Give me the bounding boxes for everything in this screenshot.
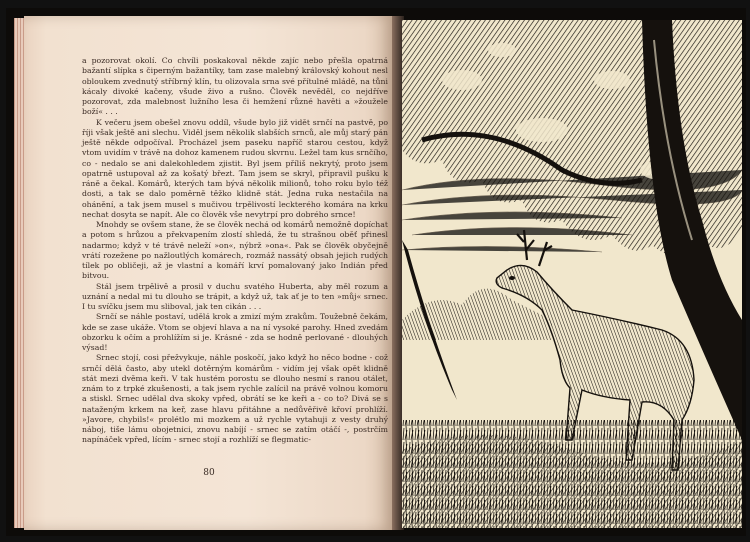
paragraph-6: Srnec stojí, cosi přežvykuje, náhle poskočí, jako když ho něco bodne - což srnčí dělá často, aby utekl dotěrným komárům - vidím jej však opět klidně stát mezi dvěma keři. V tak hustém porostu se dlouho nesmí s ranou otálet, znám to z trpké zkušenosti, a tak jsem rychle zalícil na právě volnou komoru a stiskl. Srnec udělal dva skoky vpřed, obrátí se ke keři a - co to? Divá se s nataženým krkem na keř, zase hlavu přitáhne a nedůvěřivě křoví prohlíží. »Javore, chybils!« prolétlo mi mozkem a už rychle vytahuji z vesty druhý náboj, tiše lámu obojetnici, znovu nabíjí - srnec se zatím otáčí -, postrčím napínáček vpřed, lícím - srnec stojí a rozhlíží se flegmatic- <box>82 353 388 445</box>
paragraph-3: Mnohdy se ovšem stane, že se člověk nechá od komárů nemožně dopíchat a potom s hrůzou a překvapením zlostí shledá, že tu strašnou oběť přinesl nadarmo; když v té trávě neleží »on«, nýbrž »ona«. Pak se člověk obyčejně vrátí rozežene po nažloutlých komárech, rozmáž nassátý obsah jejich rudých tílek po obličeji, až je vlastní a komáří krví pomalovaný jako Indián před bitvou. <box>82 220 388 281</box>
page-number: 80 <box>203 468 215 478</box>
text-block <box>82 56 388 446</box>
deer-illustration <box>402 20 742 528</box>
paragraph-2: K večeru jsem obešel znovu oddíl, všude bylo již vidět srnčí na pastvě, po říji však ještě ani slechu. Viděl jsem několik slabších srnců, ale můj starý pán ještě někde odpočíval. Procházel jsem paseku napříč starou cestou, když vtom uvidím v trávě na dohoz kamenem rudou skvrnu. Ležel tam kus srnčího, co - nedalo se ani dalekohledem zjistit. Byl jsem příliš nekrytý, proto jsem opatrně ustupoval až za košatý březt. Tam jsem se skryl, připravil pušku k ráně a čekal. Komárů, kterých tam bývá několik milionů, toho roku bylo též dosti, a tak se dalo poměrně těžko klidně stát. Jedna ruka nestačila na ohánění, a tak jsem musel s mučivou trpělivostí leckterého komára na krku nechat dosyta se napít. Ale co člověk vše nevytrpí pro dobrého srnce! <box>82 117 388 219</box>
right-page <box>402 20 742 528</box>
left-page <box>24 16 394 530</box>
paragraph-5: Srnčí se náhle postaví, udělá krok a zmizí mým zrakům. Toužebně čekám, kde se zase ukáže. Vtom se objeví hlava a na ní vysoké parohy. Hned zvedám obzorku k očím a prohlížím si je. Krásné - zda se hodně perlované - dlouhých výsad! <box>82 312 388 352</box>
paragraph-4: Stál jsem trpělivě a prosil v duchu svatého Huberta, aby měl rozum a uznání a nedal mi tu dlouho se trápit, a když už, tak ať je to ten »můj« srnec. I tu svíčku jsem mu sliboval, jak ten cikán . . . <box>82 281 388 311</box>
open-book <box>6 8 746 536</box>
paragraph-1: a pozorovat okolí. Co chvíli poskakoval někde zajíc nebo přešla opatrná bažantí slípka s čiperným bažantíky, tam zase malebný královský kohout nesl obloukem zvednutý stříbrný klín, tu olizovala srna své přítulné mládě, na tůni kácaly divoké kačeny, všude živo a rušno. Člověk nevěděl, co nejdříve pozorovat, zda malebnost lužního lesa či hemžení různé havěti a »žoužele boží« . . . <box>82 56 388 117</box>
